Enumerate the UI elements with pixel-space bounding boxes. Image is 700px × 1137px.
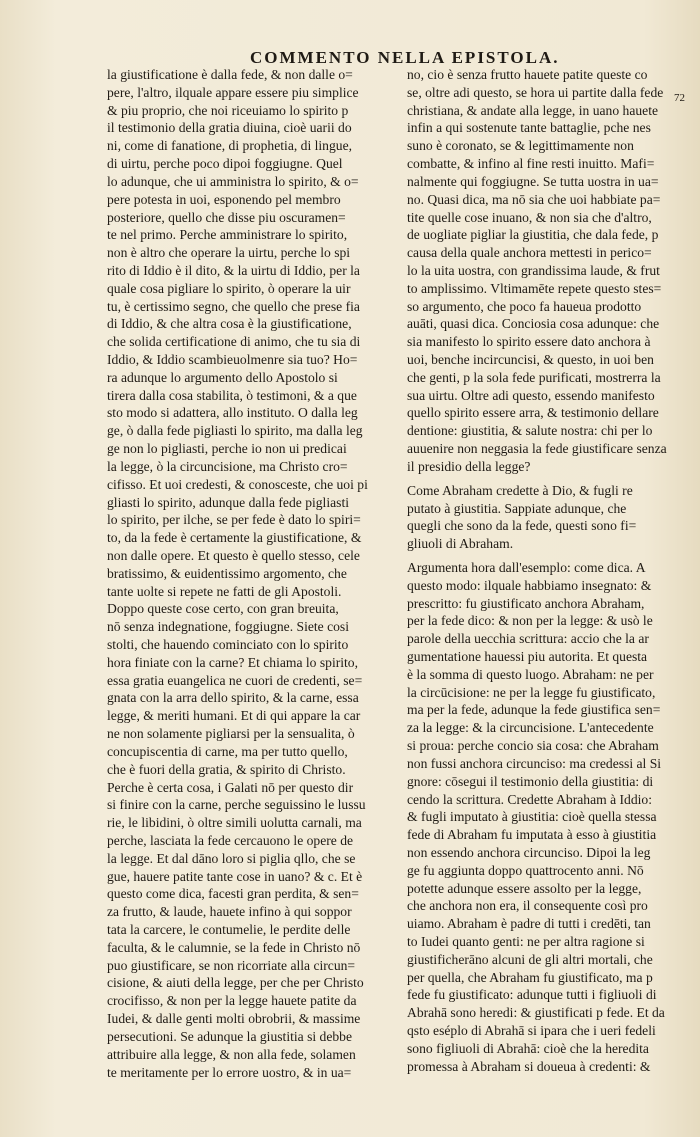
text-line: ni, come di fanatione, di prophetia, di lingue, bbox=[107, 138, 352, 154]
text-line: promessa à Abraham si doueua à credenti: & bbox=[407, 1058, 651, 1074]
text-line: Argumenta hora dall'esemplo: come dica. A bbox=[407, 559, 646, 575]
text-line: za frutto, & laude, hauete infino à qui soppor bbox=[107, 904, 352, 920]
text-line: tante uolte si repete ne fatti de gli Apostoli. bbox=[107, 583, 342, 599]
text-line: si proua: perche concio sia cosa: che Abraham bbox=[407, 738, 659, 754]
text-line: ne non solamente pigliarsi per la sensualita, ò bbox=[107, 726, 355, 742]
text-line: quale cosa pigliare lo spirito, ò operare la uir bbox=[107, 280, 351, 296]
text-line: nalmente qui foggiugne. Se tutta uostra in ua= bbox=[407, 173, 659, 189]
text-line: te meritamente per lo errore uostro, & in ua= bbox=[107, 1064, 352, 1080]
text-line: ge, ò dalla fede pigliasti lo spirito, ma dalla leg bbox=[107, 423, 363, 439]
text-line: to Iudei quanto genti: ne per altra ragione si bbox=[407, 934, 645, 949]
text-line: giustificherāno alcuni de gli altri mortali, che bbox=[407, 951, 653, 967]
text-line: che anchora non era, il consequente così pro bbox=[407, 898, 648, 914]
text-line: stolti, che hauendo cominciato con lo spirito bbox=[107, 637, 349, 652]
text-line: fede di Abraham fu imputata à esso à giustitia bbox=[407, 827, 657, 843]
text-line: uiamo. Abraham è padre di tutti i credēti, tan bbox=[407, 916, 651, 932]
text-line: sua uirtu. Oltre adi questo, essendo manifesto bbox=[407, 387, 655, 403]
text-line: rito di Iddio è il dito, & la uirtu di Iddio, per la bbox=[107, 262, 360, 278]
text-line: nō senza indegnatione, foggiugne. Siete cosi bbox=[107, 619, 349, 635]
text-line: pere, l'altro, ilquale appare essere piu simplice bbox=[107, 84, 359, 100]
text-line: za la legge: & la circuncisione. L'antecedente bbox=[407, 720, 654, 736]
text-line: la circūcisione: ne per la legge fu giustificato, bbox=[407, 684, 656, 700]
right-text-column bbox=[407, 66, 685, 1076]
text-line: ge non lo pigliasti, perche io non ui predicai bbox=[107, 441, 347, 457]
text-line: sia manifesto lo spirito essere dato anchora à bbox=[407, 334, 651, 350]
text-line: gnore: cōsegui il testimonio della giustitia: di bbox=[407, 773, 654, 789]
text-line: questo come dica, facesti gran perdita, & sen= bbox=[107, 886, 359, 902]
text-line: Iddio, & Iddio scambieuolmenre sia tuo? Ho= bbox=[107, 352, 358, 367]
folio-number: 72 bbox=[674, 92, 685, 104]
text-line: si finire con la carne, perche seguissino le lussu bbox=[107, 797, 366, 813]
left-text-column bbox=[107, 66, 397, 1081]
text-line: persecutioni. Se adunque la giustitia si debbe bbox=[107, 1028, 353, 1044]
text-line: Perche è certa cosa, i Galati nō per questo dir bbox=[107, 779, 354, 795]
text-line: non fussi anchora circunciso: ma credessi al Si bbox=[407, 755, 662, 771]
text-line: ra adunque lo argumento dello Apostolo si bbox=[107, 369, 338, 385]
text-line: gnata con la arra dello spirito, & la carne, essa bbox=[107, 690, 359, 706]
text-line: tata la carcere, le contumelie, le perdite delle bbox=[107, 922, 351, 937]
text-line: no, cio è senza frutto hauete patite queste co bbox=[407, 67, 648, 82]
text-line: no. Quasi dica, ma nō sia che uoi habbiate pa= bbox=[407, 191, 661, 207]
text-line: Iudei, & dalle genti molti obrobrii, & massime bbox=[107, 1011, 361, 1027]
text-line: perche, lasciata la fede cercauono le opere de bbox=[107, 832, 354, 848]
text-line: di Iddio, & che altra cosa è la giustificatione, bbox=[107, 316, 352, 332]
text-line: che solida certificatione di animo, che tu sia di bbox=[107, 334, 361, 350]
text-line: se, oltre adi questo, se hora ui partite dalla fede bbox=[407, 84, 664, 100]
text-line: tu, è certissimo segno, che quello che prese fia bbox=[107, 298, 360, 314]
text-line: potette adunque essere assolto per la legge, bbox=[407, 880, 642, 896]
text-line: sto modo si adattera, allo instituto. O dalla leg bbox=[107, 405, 358, 421]
text-line: ge fu aggiunta doppo quattrocento anni. Nō bbox=[407, 862, 644, 878]
text-line: fede fu giustificato: adunque tutti i figliuoli di bbox=[407, 987, 657, 1003]
text-line: putato à giustitia. Sappiate adunque, che bbox=[407, 500, 627, 516]
text-line: la legge, ò la circuncisione, ma Christo cro= bbox=[107, 458, 348, 474]
text-line: parole della uecchia scrittura: accio che la ar bbox=[407, 631, 649, 647]
text-line: rie, le libidini, ò oltre simili uolutta carnali, ma bbox=[107, 815, 362, 831]
text-line: pere potesta in uoi, esponendo pel membro bbox=[107, 191, 341, 207]
text-line: puo giustificare, se non ricorriate alla circun= bbox=[107, 957, 356, 973]
text-line: posteriore, quello che disse piu oscuramen= bbox=[107, 209, 346, 225]
text-line: gliasti lo spirito, adunque dalla fede pigliasti bbox=[107, 494, 349, 510]
text-line: infin a qui sostenute tante battaglie, pche nes bbox=[407, 120, 651, 136]
text-line: lo la uita uostra, con grandissima laude, & frut bbox=[407, 262, 660, 278]
text-line: sono figliuoli di Abrahā: cioè che la heredita bbox=[407, 1040, 649, 1056]
text-line: lo adunque, che ui amministra lo spirito, & o= bbox=[107, 173, 359, 189]
running-header: COMMENTO NELLA EPISTOLA. bbox=[250, 48, 560, 67]
text-line: per quella, che Abraham fu giustificato, ma p bbox=[407, 969, 653, 985]
text-line: to amplissimo. Vltimamēte repete questo stes= bbox=[407, 280, 662, 296]
text-line: uoi, benche incircuncisi, & questo, in uoi ben bbox=[407, 352, 654, 367]
text-line: il testimonio della gratia diuina, cioè uarii do bbox=[107, 120, 352, 136]
text-line: de uogliate pigliar la giustitia, che dala fede, p bbox=[407, 227, 659, 243]
text-line: faculta, & le calumnie, se la fede in Christo nō bbox=[107, 939, 361, 955]
text-line: suno è coronato, se & legittimamente non bbox=[407, 138, 634, 154]
text-line: christiana, & andate alla legge, in uano hauete bbox=[407, 102, 658, 118]
text-line: gliuoli di Abraham. bbox=[407, 536, 514, 552]
text-line: attribuire alla legge, & non alla fede, solamen bbox=[107, 1046, 356, 1062]
text-line: la giustificatione è dalla fede, & non dalle o= bbox=[107, 67, 353, 82]
text-line: so argumento, che poco fa haueua prodotto bbox=[407, 298, 642, 314]
text-line: che genti, p la sola fede purificati, mostrerra la bbox=[407, 369, 661, 385]
text-line: tite quelle cose inuano, & non sia che d'altro, bbox=[407, 209, 652, 225]
text-line: quegli che sono da la fede, questi sono fi= bbox=[407, 518, 637, 534]
text-line: quello spirito essere arra, & testimonio dellare bbox=[407, 405, 659, 421]
text-line: la legge. Et dal dāno loro si piglia qllo, che se bbox=[107, 850, 356, 866]
text-line: hora finiate con la carne? Et chiama lo spirito, bbox=[107, 654, 358, 670]
text-line: ma per la fede, adunque la fede giustifica sen= bbox=[407, 702, 661, 718]
text-line: combatte, & infino al fine resti inuitto. Mafi= bbox=[407, 156, 655, 172]
text-line: questo modo: ilquale habbiamo insegnato: & bbox=[407, 577, 652, 593]
text-line: per la fede dico: & non per la legge: & usò le bbox=[407, 613, 653, 629]
text-line: gue, hauere patite tante cose in uano? & c. Et è bbox=[107, 868, 363, 884]
text-line: lo spirito, per ilche, se per fede è dato lo spiri= bbox=[107, 512, 361, 528]
text-line: è la somma di questo luogo. Abraham: ne per bbox=[407, 666, 654, 682]
text-line: il presidio della legge? bbox=[407, 458, 531, 474]
scripture-quotation bbox=[407, 482, 685, 553]
text-line: tirera dalla cosa stabilita, ò testimoni, & a que bbox=[107, 387, 357, 403]
text-line: causa della quale anchora mettesti in perico= bbox=[407, 245, 652, 261]
text-line: Come Abraham credette à Dio, & fugli re bbox=[407, 482, 633, 498]
text-line: che è fuori della gratia, & spirito di Christo. bbox=[107, 761, 346, 777]
text-line: cisione, & aiuti della legge, per che per Christo bbox=[107, 975, 364, 991]
text-line: di uirtu, perche poco dipoi foggiugne. Quel bbox=[107, 156, 343, 172]
text-line: te nel primo. Perche amministrare lo spirito, bbox=[107, 227, 348, 243]
text-line: essa gratia euangelica ne cuori de credenti, se= bbox=[107, 672, 363, 688]
text-line: prescritto: fu giustificato anchora Abraham, bbox=[407, 595, 645, 611]
text-line: dentione: giustitia, & salute nostra: chi per lo bbox=[407, 423, 653, 439]
text-line: cifisso. Et uoi credesti, & conosceste, che uoi pi bbox=[107, 476, 368, 492]
text-line: crocifisso, & non per la legge hauete patite da bbox=[107, 993, 357, 1009]
text-line: non essendo anchora circunciso. Dipoi la leg bbox=[407, 844, 651, 860]
text-line: Doppo queste cose certo, con gran breuita, bbox=[107, 601, 339, 617]
text-line: qsto eséplo di Abrahā si ipara che i ueri fedeli bbox=[407, 1023, 656, 1039]
right-column-top-paragraph bbox=[407, 66, 685, 476]
text-line: cendo la scrittura. Credette Abraham à Iddio: bbox=[407, 791, 652, 807]
text-line: auuenire non neggasia la fede giustificare senza bbox=[407, 441, 667, 457]
text-line: Abrahā sono heredi: & giustificati p fede. Et da bbox=[407, 1005, 665, 1021]
text-line: concupiscentia di carne, ma per tutto quello, bbox=[107, 743, 348, 759]
text-line: & fugli imputato à giustitia: cioè quella stessa bbox=[407, 809, 657, 825]
right-column-bottom-paragraph bbox=[407, 559, 685, 1076]
text-line: & piu proprio, che noi riceuiamo lo spirito p bbox=[107, 102, 349, 118]
text-line: non dalle opere. Et questo è quello stesso, cele bbox=[107, 547, 360, 563]
text-line: bratissimo, & euidentissimo argomento, che bbox=[107, 565, 347, 581]
text-line: auāti, quasi dica. Conciosia cosa adunque: che bbox=[407, 316, 660, 332]
text-line: legge, & meriti humani. Et di qui appare la car bbox=[107, 708, 361, 724]
text-line: gumentatione hauessi piu autorita. Et questa bbox=[407, 649, 648, 664]
text-line: to, da la fede è certamente la giustificatione, & bbox=[107, 530, 362, 546]
text-line: non è altro che operare la uirtu, perche lo spi bbox=[107, 245, 351, 261]
